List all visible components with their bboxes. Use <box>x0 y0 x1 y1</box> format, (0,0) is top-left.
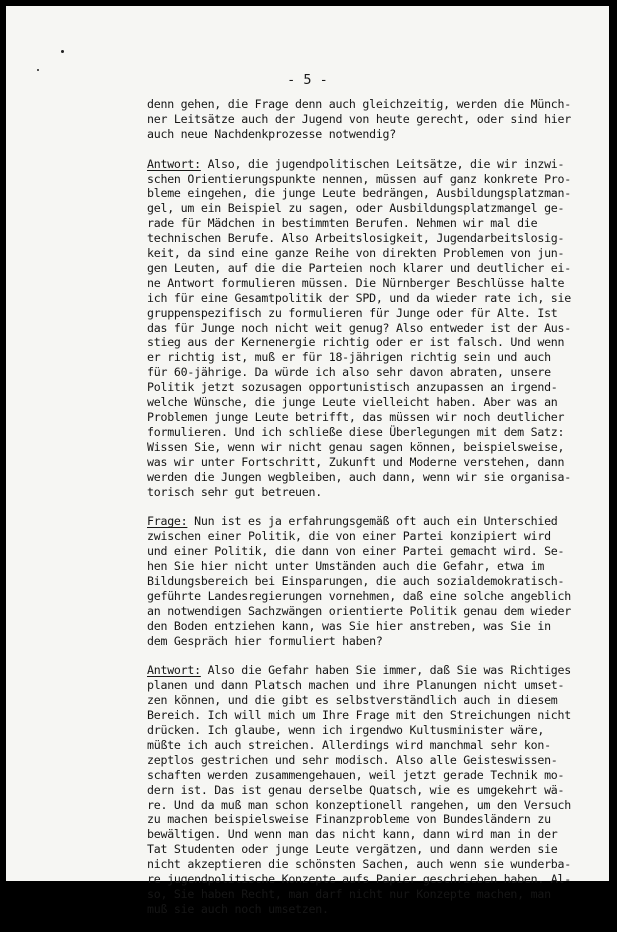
line-text: schaften werden zusammengehauen, weil jetzt gerade Technik mo- <box>147 767 565 782</box>
line-text: hen Sie hier nicht unter Umständen auch die Gefahr, etwa im <box>147 559 545 574</box>
line-text: so, Sie haben Recht, man darf nicht nur Konzepte machen, man <box>147 886 551 901</box>
transcript-paragraph <box>147 514 587 648</box>
text-line <box>147 246 587 261</box>
text-line <box>147 350 587 365</box>
line-text: gruppenspezifisch zu formulieren für Junge oder für Alte. Ist <box>147 305 558 320</box>
text-line <box>147 768 587 783</box>
speaker-label: Frage: <box>147 514 188 529</box>
line-text: dem Gespräch hier formuliert haben? <box>147 633 383 648</box>
text-line <box>147 812 587 827</box>
line-text: bewältigen. Und wenn man das nicht kann, dann wird man in der <box>147 827 558 842</box>
text-line <box>147 201 587 216</box>
text-line <box>147 425 587 440</box>
line-text: Politik jetzt sozusagen opportunistisch anzupassen an irgend- <box>147 380 558 395</box>
line-text: müßte ich auch streichen. Allerdings wird manchmal sehr kon- <box>147 737 551 752</box>
text-line <box>147 321 587 336</box>
line-text: formulieren. Und ich schließe diese Überlegungen mit dem Satz: <box>147 424 565 439</box>
text-line <box>147 604 587 619</box>
line-text: geführte Landesregierungen vornehmen, daß eine solche angeblich <box>147 588 571 603</box>
line-text: welche Wünsche, die junge Leute vielleicht haben. Aber was an <box>147 395 558 410</box>
text-line <box>147 842 587 857</box>
text-line <box>147 902 587 917</box>
line-text: an notwendigen Sachzwängen orientierte Politik genau dem wieder <box>147 603 571 618</box>
text-line <box>147 663 587 678</box>
line-text: Also die Gefahr haben Sie immer, daß Sie was Richtiges <box>200 663 571 678</box>
text-line <box>147 678 587 693</box>
line-text: und einer Politik, die dann von einer Partei gemacht wird. Se- <box>147 544 565 559</box>
line-text: das für Junge noch nicht weit genug? Also entweder ist der Aus- <box>147 320 571 335</box>
text-line <box>147 723 587 738</box>
line-text: denn gehen, die Frage denn auch gleichzeitig, werden die Münch- <box>147 97 571 111</box>
text-line <box>147 127 587 142</box>
line-text: ich für eine Gesamtpolitik der SPD, und da wieder rate ich, sie <box>147 290 571 305</box>
line-text: drücken. Ich glaube, wenn ich irgendwo Kultusminister wäre, <box>147 723 545 738</box>
text-line <box>147 276 587 291</box>
line-text: auch neue Nachdenkprozesse notwendig? <box>147 126 397 141</box>
text-line <box>147 827 587 842</box>
speaker-label: Antwort: <box>147 156 201 171</box>
line-text: er richtig ist, muß er für 18-jährigen richtig sein und auch <box>147 350 551 365</box>
document-page <box>6 6 609 916</box>
line-text: stieg aus der Kernenergie richtig oder er ist falsch. Und wenn <box>147 335 565 350</box>
text-line <box>147 738 587 753</box>
text-line <box>147 887 587 902</box>
text-line <box>147 112 587 127</box>
text-line <box>147 395 587 410</box>
text-line <box>147 574 587 589</box>
text-line <box>147 97 587 112</box>
line-text: bleme eingehen, die junge Leute bedrängen, Ausbildungsplatzman- <box>147 186 571 201</box>
line-text: Bildungsbereich bei Einsparungen, die auch sozialdemokratisch- <box>147 573 565 588</box>
line-text: Tat Studenten oder junge Leute vergätzen, und dann werden sie <box>147 842 558 857</box>
text-line <box>147 634 587 649</box>
line-text: Problemen junge Leute betrifft, das müssen wir noch deutlicher <box>147 410 565 425</box>
text-line <box>147 335 587 350</box>
line-text: gen Leuten, auf die die Parteien noch klarer und deutlicher ei- <box>147 260 571 275</box>
text-line <box>147 291 587 306</box>
text-line <box>147 544 587 559</box>
page-number: - 5 - <box>287 72 328 88</box>
text-line <box>147 380 587 395</box>
line-text: Nun ist es ja erfahrungsgemäß oft auch ein Unterschied <box>187 514 558 529</box>
text-line <box>147 410 587 425</box>
line-text: den Boden entziehen kann, was Sie hier anstreben, was Sie in <box>147 618 551 633</box>
line-text: Also, die jugendpolitischen Leitsätze, die wir inzwi- <box>200 156 565 171</box>
text-line <box>147 798 587 813</box>
line-text: dern ist. Das ist genau derselbe Quatsch, wie es umgekehrt wä- <box>147 782 565 797</box>
text-line <box>147 231 587 246</box>
line-text: was wir unter Fortschritt, Zukunft und Moderne verstehen, dann <box>147 454 565 469</box>
line-text: planen und dann Platsch machen und ihre Planungen nicht umset- <box>147 678 565 693</box>
text-line <box>147 485 587 500</box>
line-text: torisch sehr gut betreuen. <box>147 484 322 499</box>
text-line <box>147 693 587 708</box>
line-text: muß sie auch noch umsetzen. <box>147 901 329 916</box>
text-line <box>147 186 587 201</box>
transcript-paragraph <box>147 663 587 916</box>
line-text: rade für Mädchen in bestimmten Berufen. Nehmen wir mal die <box>147 216 538 231</box>
text-line <box>147 559 587 574</box>
line-text: re jugendpolitische Konzepte aufs Papier geschrieben haben. Al- <box>147 872 571 887</box>
line-text: zu machen beispielsweise Finanzprobleme von Bundesländern zu <box>147 812 551 827</box>
text-line <box>147 529 587 544</box>
line-text: ner Leitsätze auch der Jugend von heute gerecht, oder sind hier <box>147 111 571 126</box>
line-text: schen Orientierungspunkte nennen, müssen auf ganz konkrete Pro- <box>147 171 571 186</box>
text-line <box>147 440 587 455</box>
line-text: re. Und da muß man schon konzeptionell rangehen, um den Versuch <box>147 797 571 812</box>
line-text: zen können, und die gibt es selbstverständlich auch in diesem <box>147 693 558 708</box>
transcript-paragraph <box>147 97 587 142</box>
text-line <box>147 783 587 798</box>
line-text: gel, um ein Beispiel zu sagen, oder Ausbildungsplatzmangel ge- <box>147 201 565 216</box>
text-line <box>147 455 587 470</box>
line-text: Wissen Sie, wenn wir nicht genau sagen können, beispielsweise, <box>147 439 565 454</box>
text-line <box>147 306 587 321</box>
text-line <box>147 708 587 723</box>
text-line <box>147 753 587 768</box>
line-text: nicht akzeptieren die schönsten Sachen, auch wenn sie wunderba- <box>147 857 571 872</box>
speaker-label: Antwort: <box>147 663 201 678</box>
text-line <box>147 261 587 276</box>
line-text: zwischen einer Politik, die von einer Partei konzipiert wird <box>147 529 551 544</box>
text-line <box>147 157 587 172</box>
text-line <box>147 514 587 529</box>
text-line <box>147 872 587 887</box>
text-line <box>147 589 587 604</box>
text-line <box>147 216 587 231</box>
line-text: keit, da sind eine ganze Reihe von direkten Problemen von jun- <box>147 246 565 261</box>
text-line <box>147 619 587 634</box>
text-line <box>147 172 587 187</box>
line-text: technischen Berufe. Also Arbeitslosigkeit, Jugendarbeitslosig- <box>147 231 565 246</box>
scan-speck <box>37 69 39 71</box>
text-line <box>147 470 587 485</box>
interview-transcript <box>147 97 587 932</box>
line-text: ne Antwort formulieren müssen. Die Nürnberger Beschlüsse halte <box>147 275 565 290</box>
line-text: für 60-jährige. Da würde ich also sehr davon abraten, unsere <box>147 365 551 380</box>
text-line <box>147 857 587 872</box>
scan-speck <box>61 50 64 53</box>
text-line <box>147 365 587 380</box>
line-text: Bereich. Ich will mich um Ihre Frage mit den Streichungen nicht <box>147 708 571 723</box>
line-text: werden die Jungen wegbleiben, auch dann, wenn wir sie organisa- <box>147 469 571 484</box>
transcript-paragraph <box>147 157 587 500</box>
line-text: zeptlos gestrichen und sehr modisch. Also alle Geisteswissen- <box>147 752 558 767</box>
